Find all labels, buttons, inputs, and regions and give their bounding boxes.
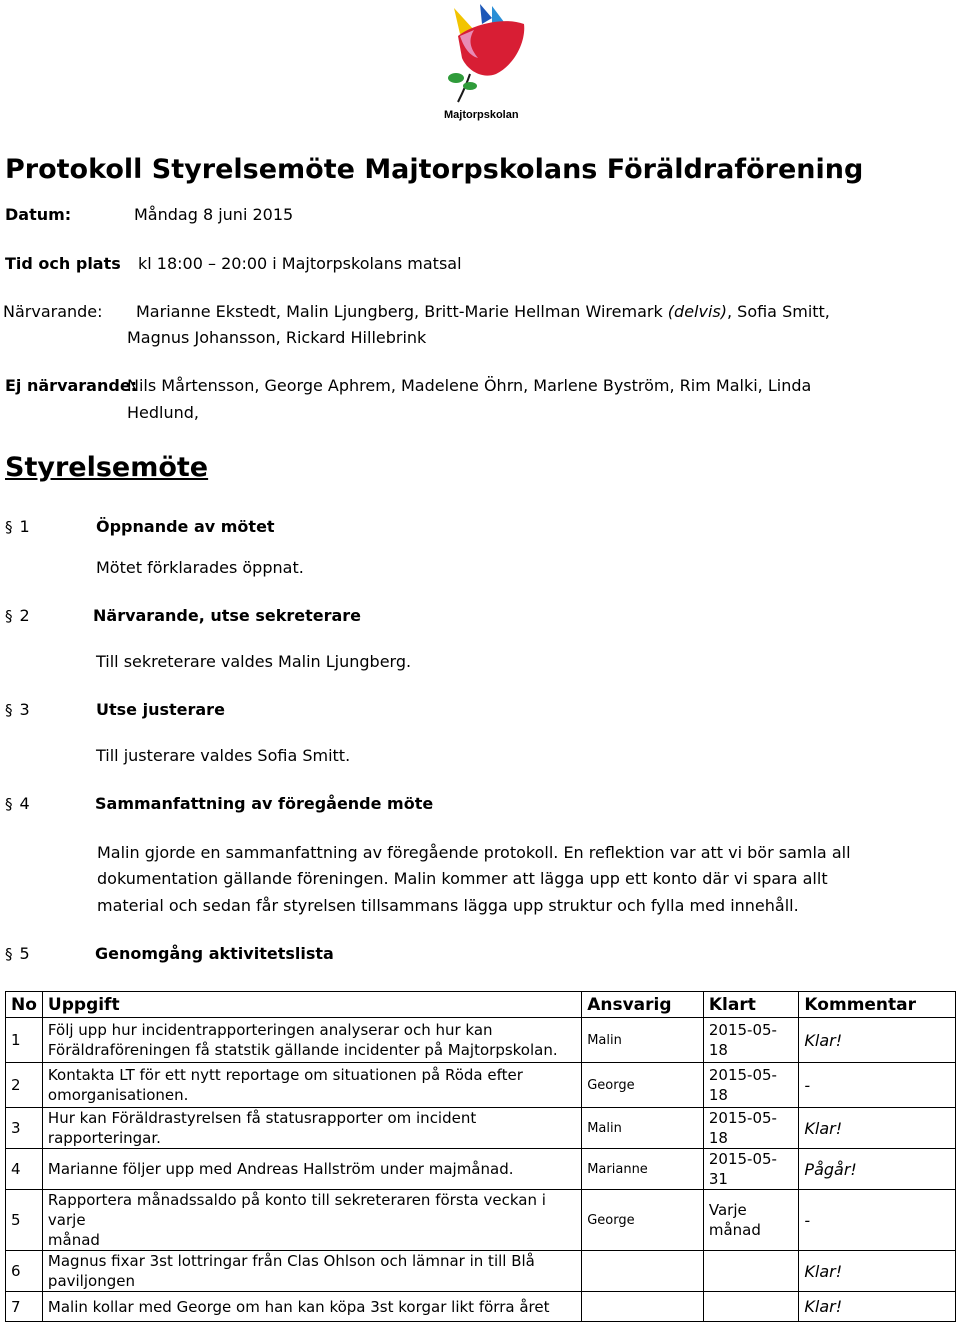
ej-narvarande-label: Ej närvarande: [5, 376, 138, 395]
cell-no: 6 [6, 1251, 43, 1292]
cell-task: Följ upp hur incidentrapporteringen analyserar och hur kan Föräldraföreningen få statstik gällande incidenter på Majtorpskolan. [42, 1018, 581, 1063]
table-header-row [6, 992, 956, 1018]
narvarande-label: Närvarande: [3, 302, 103, 321]
section-number: § 4 [5, 794, 30, 813]
cell-no: 2 [6, 1063, 43, 1108]
section-number: § 5 [5, 944, 30, 963]
cell-responsible: George [582, 1190, 704, 1251]
cell-no: 7 [6, 1292, 43, 1322]
cell-responsible: George [582, 1063, 704, 1108]
table-row [6, 1190, 956, 1251]
section-title: Genomgång aktivitetslista [95, 944, 334, 963]
section-number: § 2 [5, 606, 30, 625]
cell-responsible: Marianne [582, 1149, 704, 1190]
logo-wordmark: Majtorpskolan [444, 109, 519, 121]
cell-task: Marianne följer upp med Andreas Hallström under majmånad. [42, 1149, 581, 1190]
document-title: Protokoll Styrelsemöte Majtorpskolans Föräldraförening [5, 154, 864, 185]
table-row [6, 1251, 956, 1292]
section-body: material och sedan får styrelsen tillsammans lägga upp struktur och fylla med innehåll. [97, 896, 799, 915]
header-task: Uppgift [42, 992, 581, 1018]
cell-comment: Klar! [799, 1018, 956, 1063]
section-body: dokumentation gällande föreningen. Malin kommer att lägga upp ett konto där vi spara allt [97, 869, 828, 888]
section-number: § 1 [5, 517, 30, 536]
narvarande-line-1: Marianne Ekstedt, Malin Ljungberg, Britt-Marie Hellman Wiremark (delvis), Sofia Smitt, [136, 302, 830, 321]
cell-task: Rapportera månadssaldo på konto till sekreteraren första veckan i varje månad [42, 1190, 581, 1251]
cell-comment: Pågår! [799, 1149, 956, 1190]
cell-task: Magnus fixar 3st lottringar från Clas Ohlson och lämnar in till Blå paviljongen [42, 1251, 581, 1292]
table-row [6, 1108, 956, 1149]
cell-done: 2015-05-18 [703, 1063, 799, 1108]
section-body: Mötet förklarades öppnat. [96, 558, 304, 577]
section-title: Öppnande av mötet [96, 517, 275, 536]
table-row [6, 1063, 956, 1108]
cell-responsible: Malin [582, 1018, 704, 1063]
cell-done: 2015-05-31 [703, 1149, 799, 1190]
section-heading: Styrelsemöte [5, 452, 209, 483]
activity-table [5, 991, 956, 1322]
cell-no: 1 [6, 1018, 43, 1063]
header-comment: Kommentar [799, 992, 956, 1018]
cell-comment: Klar! [799, 1251, 956, 1292]
section-title: Närvarande, utse sekreterare [93, 606, 362, 625]
cell-done: Varje månad [703, 1190, 799, 1251]
cell-responsible: Malin [582, 1108, 704, 1149]
cell-task: Hur kan Föräldrastyrelsen få statusrapporter om incident rapporteringar. [42, 1108, 581, 1149]
cell-comment: - [799, 1063, 956, 1108]
cell-done: 2015-05-18 [703, 1108, 799, 1149]
section-title: Utse justerare [96, 700, 225, 719]
section-body: Till justerare valdes Sofia Smitt. [96, 746, 351, 765]
cell-task: Malin kollar med George om han kan köpa 3st korgar likt förra året [42, 1292, 581, 1322]
table-row [6, 1149, 956, 1190]
cell-responsible [582, 1251, 704, 1292]
section-body: Malin gjorde en sammanfattning av föregående protokoll. En reflektion var att vi bör samla all [97, 843, 851, 862]
datum-label: Datum: [5, 205, 72, 224]
table-row [6, 1292, 956, 1322]
cell-no: 4 [6, 1149, 43, 1190]
ej-narvarande-line-2: Hedlund, [127, 403, 199, 422]
cell-responsible [582, 1292, 704, 1322]
datum-value: Måndag 8 juni 2015 [134, 205, 294, 224]
header-done: Klart [703, 992, 799, 1018]
tid-label: Tid och plats [5, 254, 121, 273]
cell-comment: - [799, 1190, 956, 1251]
cell-comment: Klar! [799, 1108, 956, 1149]
tid-value: kl 18:00 – 20:00 i Majtorpskolans matsal [138, 254, 462, 273]
cell-no: 5 [6, 1190, 43, 1251]
cell-done [703, 1251, 799, 1292]
cell-task: Kontakta LT för ett nytt reportage om situationen på Röda efter omorganisationen. [42, 1063, 581, 1108]
cell-done: 2015-05-18 [703, 1018, 799, 1063]
section-title: Sammanfattning av föregående möte [95, 794, 434, 813]
header-responsible: Ansvarig [582, 992, 704, 1018]
narvarande-line-2: Magnus Johansson, Rickard Hillebrink [127, 328, 427, 347]
table-row [6, 1018, 956, 1063]
header-no: No [6, 992, 43, 1018]
section-body: Till sekreterare valdes Malin Ljungberg. [96, 652, 412, 671]
cell-done [703, 1292, 799, 1322]
ej-narvarande-line-1: Nils Mårtensson, George Aphrem, Madelene Öhrn, Marlene Byström, Rim Malki, Linda [127, 376, 812, 395]
cell-comment: Klar! [799, 1292, 956, 1322]
section-number: § 3 [5, 700, 30, 719]
cell-no: 3 [6, 1108, 43, 1149]
